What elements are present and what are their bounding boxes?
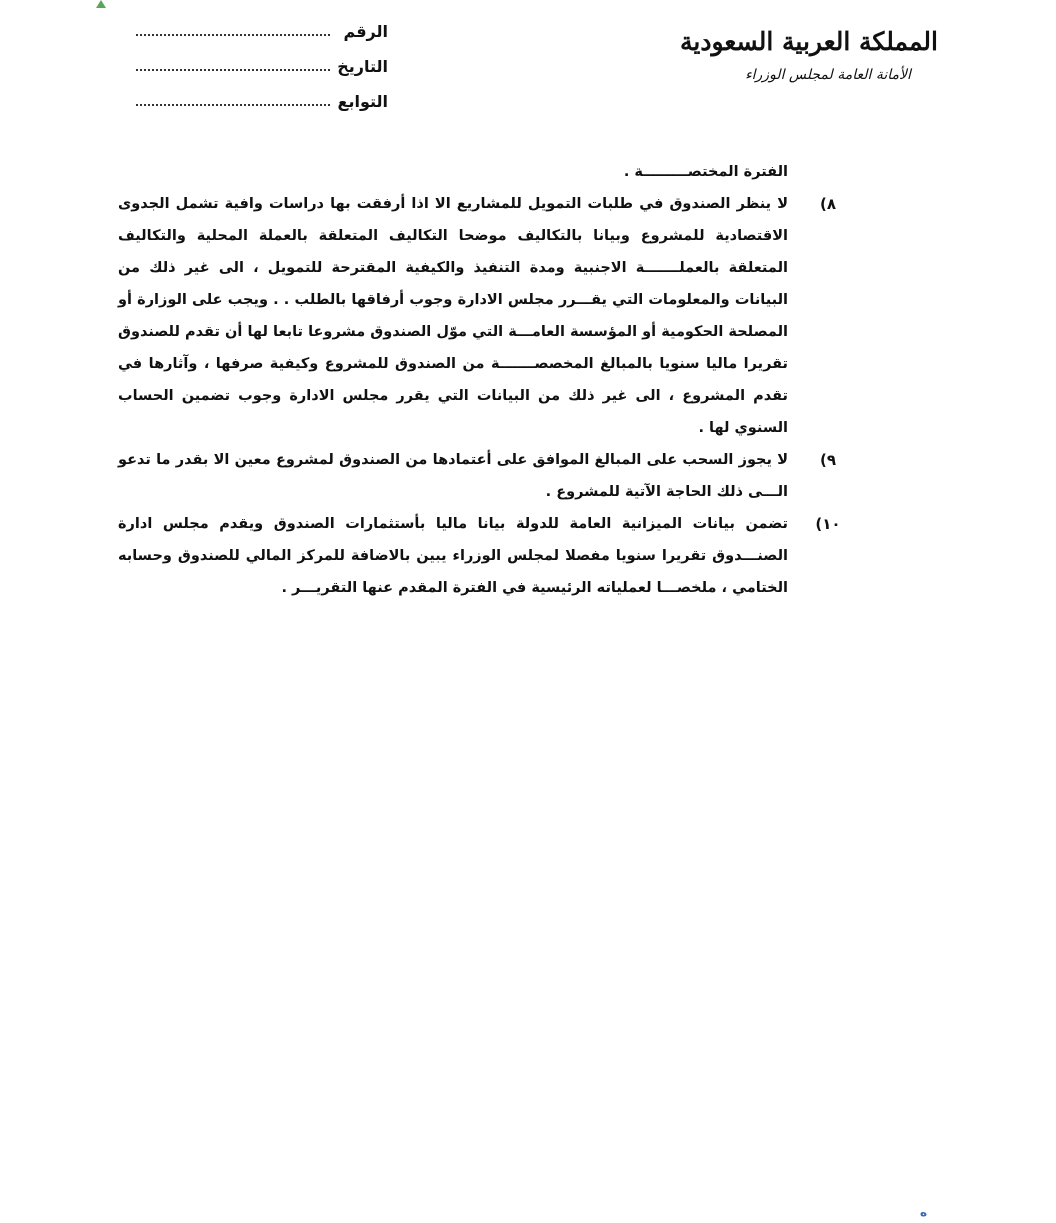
clause-8 [118,188,868,444]
page-mark: ه [920,1205,928,1219]
date-field [136,55,406,90]
intro-line: الفترة المختصـــــــــة . [623,164,788,180]
date-label: التاريخ [337,57,388,76]
secretariat-title: الأمانة العامة لمجلس الوزراء [745,67,911,83]
kingdom-title: المملكة العربية السعودية [679,27,938,56]
clause-text: تضمن بيانات الميزانية العامة للدولة بيانا ماليا بأستثمارات الصندوق ويقدم مجلس ادارة الصنـــدوق تقريرا سنويا مفصلا لمجلس الوزراء يبين بالاضافة للمركز المالي للصندوق وحسابه الختامي ، ملخصـــا لعملياته الرئيسية في الفترة المقدم عنها التقريـــر . [118,516,788,596]
clause-number: ١٠) [815,515,841,533]
attachments-label: التوابع [337,92,388,111]
attachments-dotted-line [136,104,330,106]
reference-fields [136,20,406,125]
clause-9 [118,444,868,508]
clause-text: لا ينظر الصندوق في طلبات التمويل للمشاريع الا اذا أرفقت بها دراسات وافية تشمل الجدوى الاقتصادية للمشروع وبيانا بالتكاليف موضحا التكاليف المتعلقة بالعملة المحلية والتكاليف المتعلقة بالعملـــــــة الاجنبية ومدة التنفيذ والكيفية المقترحة للتمويل ، الى غير ذلك من البيانات والمعلومات التي يقـــرر مجلس الادارة وجوب أرفاقها بالطلب . . ويجب على الوزارة أو المصلحة الحكومية أو المؤسسة العامـــة التي موّل الصندوق مشروعا تابعا لها أن تقدم للصندوق تقريرا ماليا سنويا بالمبالغ المخصصـــــــة من الصندوق للمشروع وكيفية صرفها ، وآثارها في تقدم المشروع ، الى غير ذلك من البيانات التي يقرر مجلس الادارة وجوب تضمين الحساب السنوي لها . [118,196,788,436]
number-label: الرقم [343,22,388,41]
document-body [118,156,868,604]
number-field [136,20,406,55]
date-dotted-line [136,69,330,71]
letterhead [679,22,938,88]
number-dotted-line [136,34,330,36]
corner-mark [96,0,106,8]
clause-10 [118,508,868,604]
attachments-field [136,90,406,125]
clause-number: ٩) [819,451,836,469]
clause-number: ٨) [819,195,836,213]
clause-text: لا يجوز السحب على المبالغ الموافق على أعتمادها من الصندوق لمشروع معين الا بقدر ما تدعو الـــى ذلك الحاجة الآتية للمشروع . [118,452,788,500]
